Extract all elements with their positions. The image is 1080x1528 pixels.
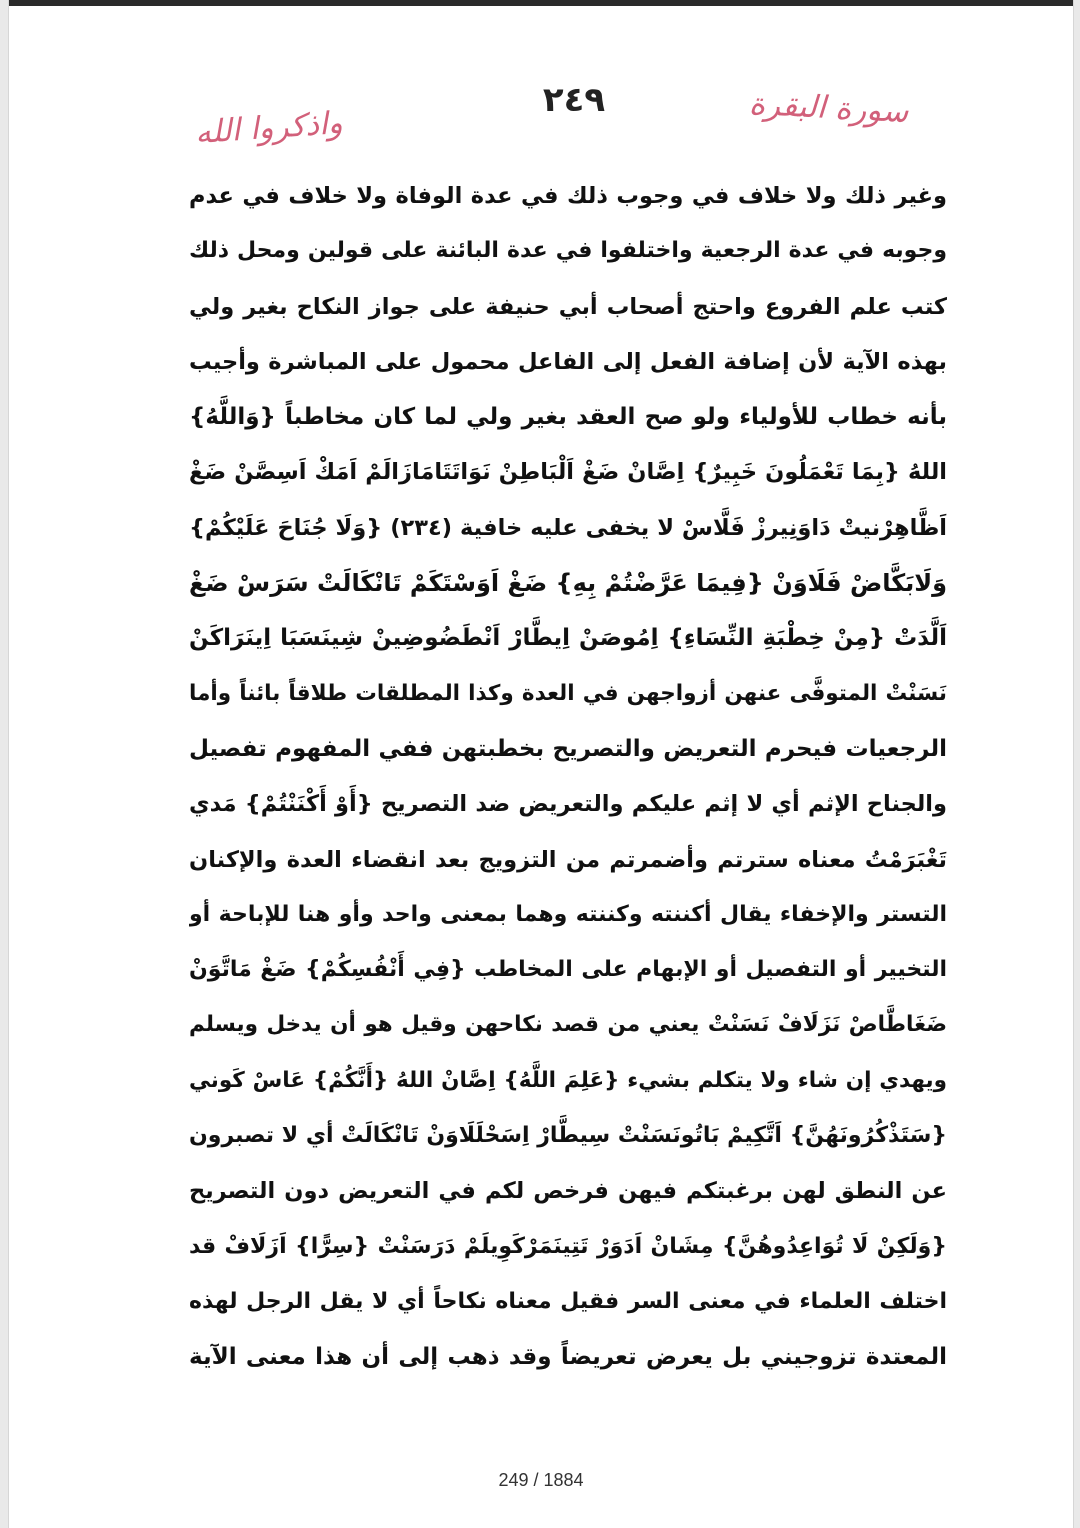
- handwritten-note-right: سورة البقرة: [748, 85, 910, 131]
- text-line: {سَتَذْكُرُونَهُنَّ} اَتَّكِيمْ بَاتُونَسَنْتْ سِيطَّارْ اِسَحْلَلَاوَنْ تَانْكَالَتْ أي لا تصبرون: [189, 1123, 947, 1149]
- text-line: اللهُ {بِمَا تَعْمَلُونَ خَبِيرٌ} اِصَّانْ ضَغْ اَلْبَاطِنْ نَوَاتَتَامَازَالَمْ اَمَكْ اَسِصَّنْ ضَغْ: [189, 459, 947, 486]
- text-line: والجناح الإثم أي لا إثم عليكم والتعريض ضد التصريح {أَوْ أَكْنَنْتُمْ} مَدي: [189, 791, 947, 818]
- text-line: ضَغَاطَّاصْ نَزَلَافْ نَسَنْتْ يعني من قصد نكاحهن وقيل هو أن يدخل ويسلم: [189, 1012, 947, 1038]
- text-line: بأنه خطاب للأولياء ولو صح العقد بغير ولي لما كان مخاطباً {وَاللَّهُ}: [189, 404, 947, 431]
- text-line: عن النطق لهن برغبتكم فيهن فرخص لكم في التعريض دون التصريح: [189, 1178, 947, 1205]
- handwritten-note-left: واذكروا الله: [193, 104, 344, 152]
- text-line: ويهدي إن شاء ولا يتكلم بشيء {عَلِمَ اللَّهُ} اِصَّانْ اللهُ {أَنَّكُمْ} عَاسْ كَوني: [189, 1067, 947, 1093]
- text-line: الرجعيات فيحرم التعريض والتصريح بخطبتهن ففي المفهوم تفصيل: [189, 735, 947, 762]
- text-line: التخيير أو التفصيل أو الإبهام على المخاطب {فِي أَنْفُسِكُمْ} ضَغْ مَاتَّوَنْ: [189, 957, 947, 983]
- text-line: وَلَابَكَّاضْ فَلَاوَنْ {فِيمَا عَرَّضْتُمْ بِهِ} ضَغْ اَوَسْتَكَمْ تَانْكَالَتْ سَرَسْ ضَغْ: [189, 569, 947, 598]
- document-page: [8, 0, 1074, 1528]
- page-counter: 249 / 1884: [498, 1470, 584, 1490]
- text-line: اَظَّاهِرْنيتْ دَاوَنِيرزْ فَلَّاسْ لا يخفى عليه خافية (٢٣٤) {وَلَا جُنَاحَ عَلَيْكُمْ}: [189, 514, 947, 541]
- text-line: نَسَنْتْ المتوفَّى عنهن أزواجهن في العدة وكذا المطلقات طلاقاً بائناً وأما: [189, 680, 947, 706]
- scan-top-edge: [9, 0, 1073, 6]
- text-line: تَغْبَرَمْتُ معناه سترتم وأضمرتم من التزويج بعد انقضاء العدة والإكنان: [189, 846, 947, 873]
- text-line: بهذه الآية لأن إضافة الفعل إلى الفاعل محمول على المباشرة وأجيب: [189, 348, 947, 375]
- text-line: المعتدة تزوجيني بل يعرض تعريضاً وقد ذهب إلى أن هذا معنى الآية: [189, 1344, 947, 1371]
- text-line: اختلف العلماء في معنى السر فقيل معناه نكاحاً أي لا يقل الرجل لهذه: [189, 1288, 947, 1314]
- text-line: {وَلَكِنْ لَا تُوَاعِدُوهُنَّ} مِشَانْ اَدَوَرْ تَتِينَمَرْكَوِيلَمْ دَرَسَنْتْ {سِرًّا} اَزَلَافْ قد: [189, 1233, 947, 1259]
- text-line: وجوبه في عدة الرجعية واختلفوا في عدة البائنة على قولين ومحل ذلك: [189, 238, 947, 264]
- text-line: اَلَّدَتْ {مِنْ خِطْبَةِ النِّسَاءِ} اِمُوصَنْ اِيطَّارْ اَنْطَضُوضِينْ شِينَسَبَا اِينَرَاكَنْ: [189, 625, 947, 652]
- page-body-text: [189, 172, 947, 1389]
- text-line: كتب علم الفروع واحتج أصحاب أبي حنيفة على جواز النكاح بغير ولي: [189, 293, 947, 320]
- page-number: ٢٤٩: [542, 80, 606, 120]
- text-line: التستر والإخفاء يقال أكننته وكننته وهما بمعنى واحد وأو هنا للإباحة أو: [189, 901, 947, 927]
- text-line: وغير ذلك ولا خلاف في وجوب ذلك في عدة الوفاة ولا خلاف في عدم: [189, 183, 947, 209]
